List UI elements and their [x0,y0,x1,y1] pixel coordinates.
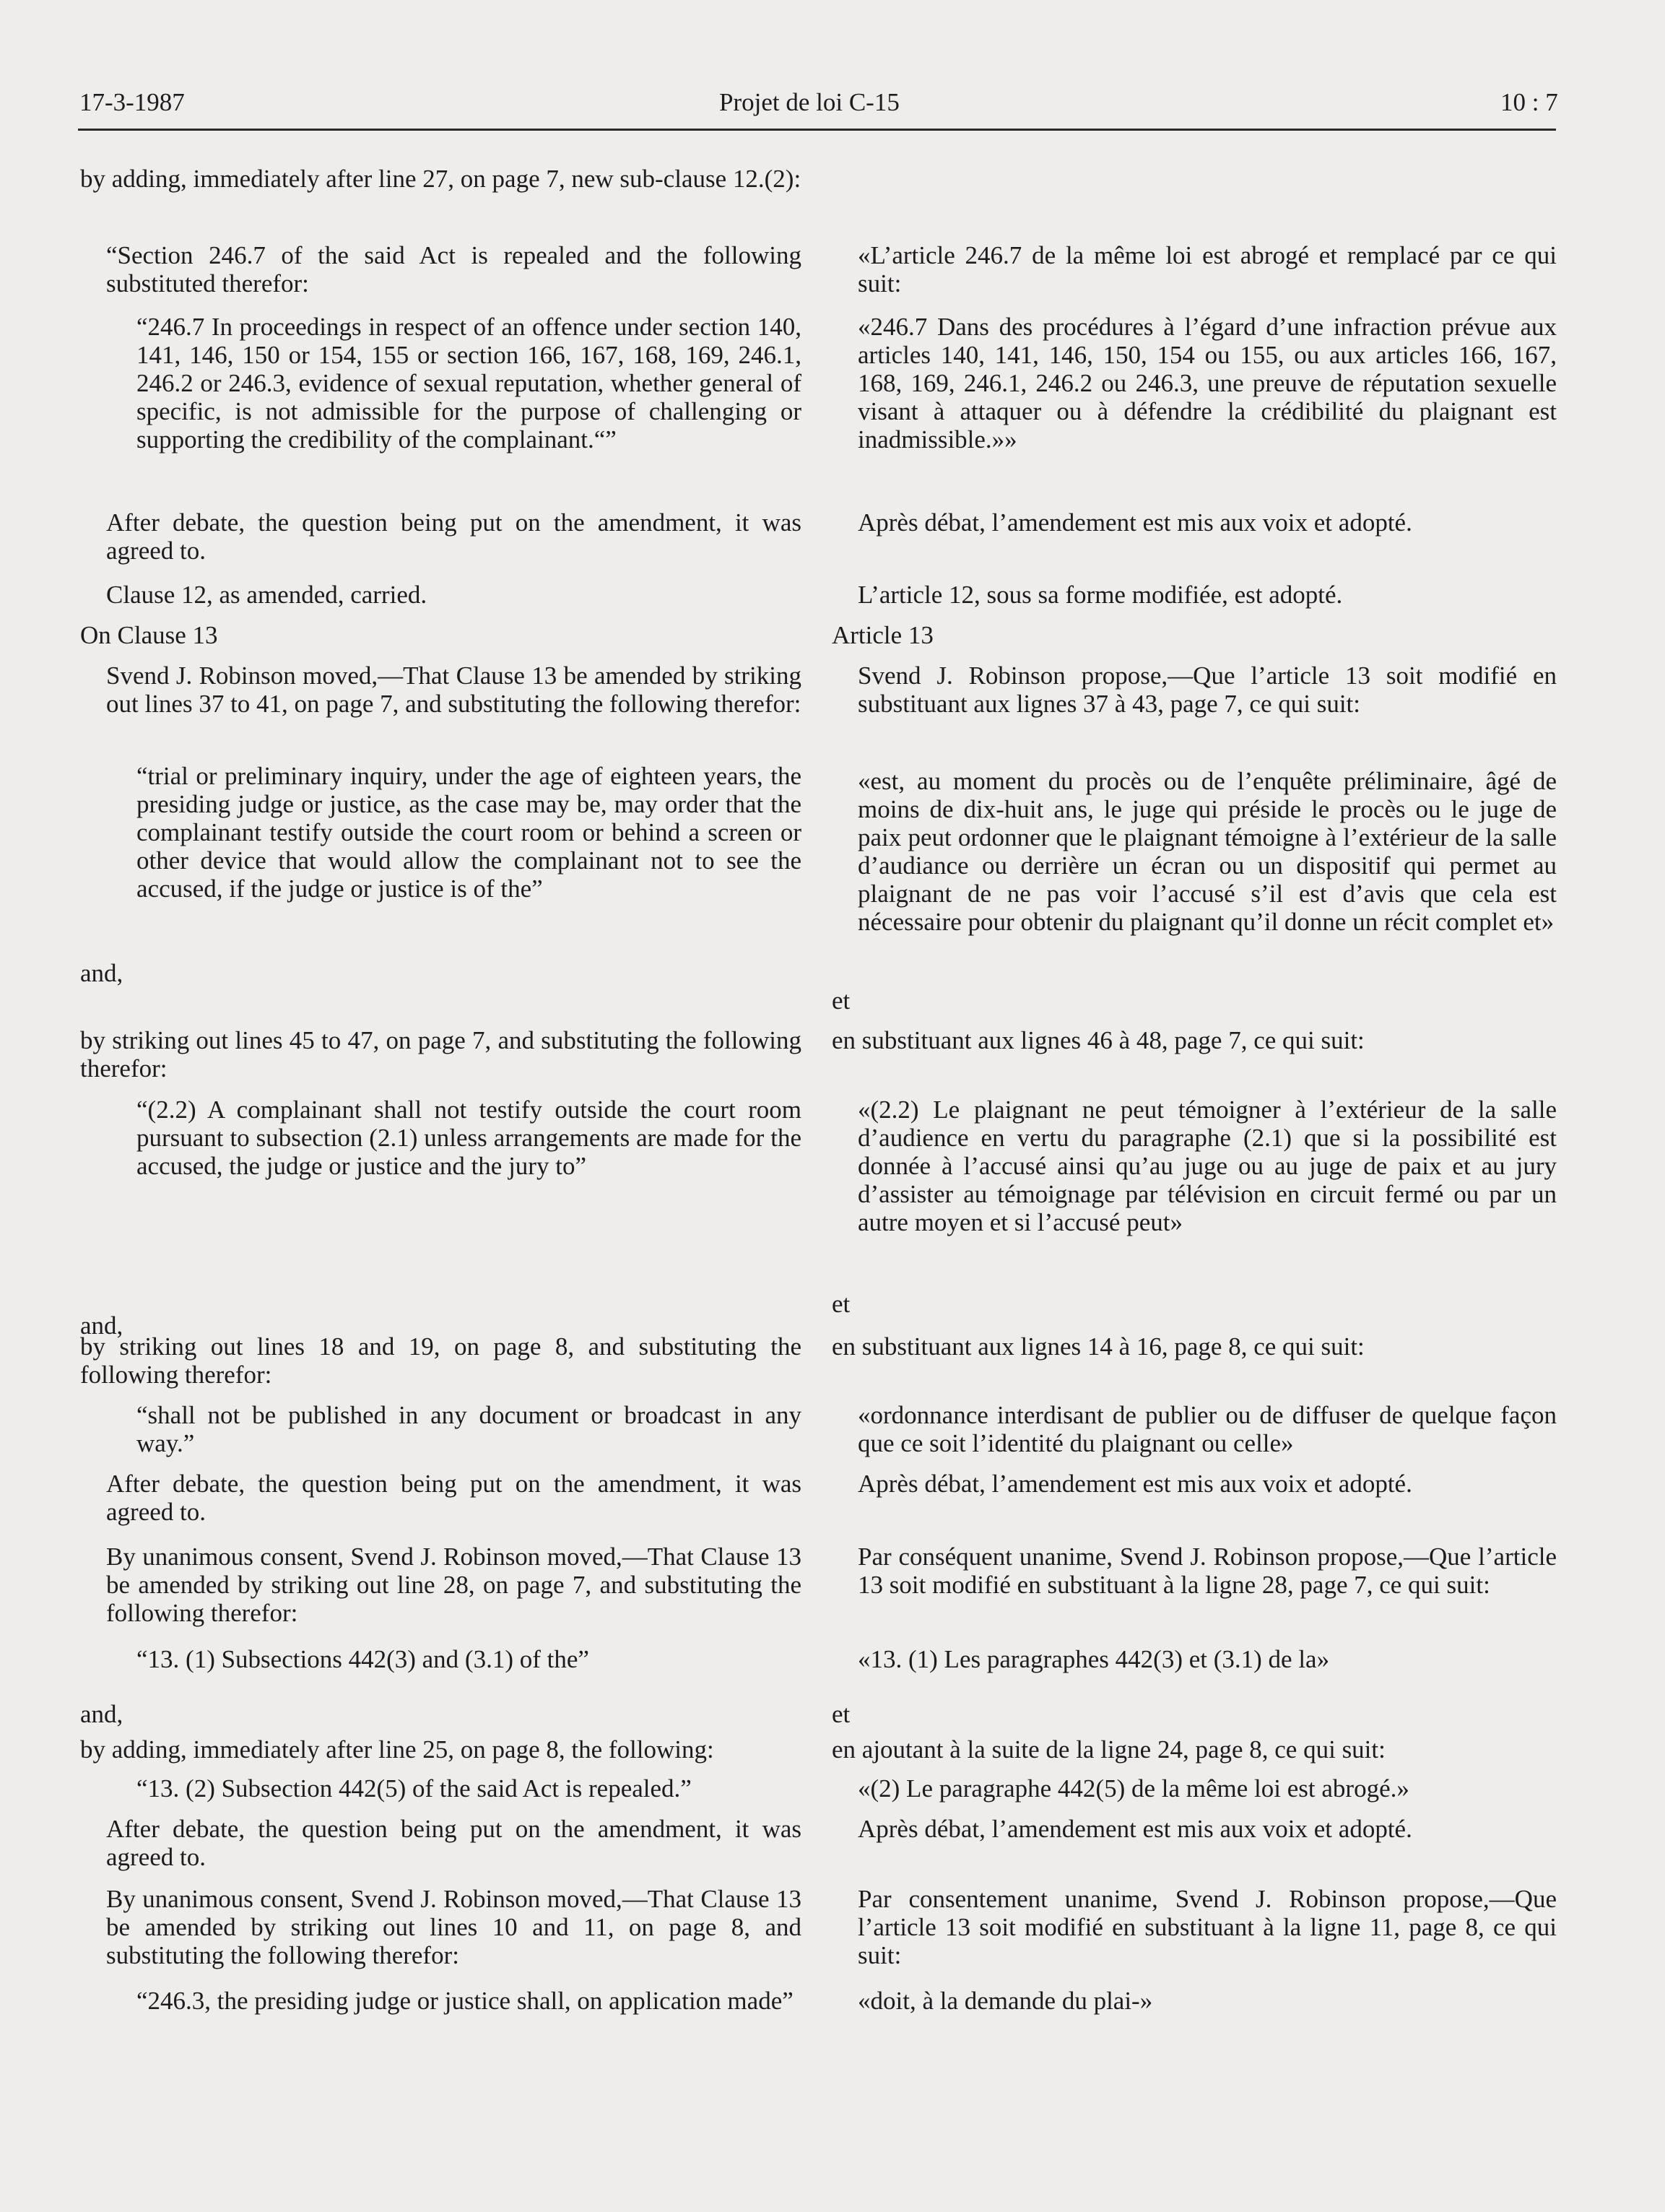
french-paragraph: Svend J. Robinson propose,—Que l’article 13 soit modifié en substituant aux lignes 37 à 43, page 7, ce qui suit: [858,662,1557,718]
english-paragraph: By unanimous consent, Svend J. Robinson moved,—That Clause 13 be amended by striking out line 28, on page 7, and substituting the following therefor: [106,1543,801,1627]
english-quote: “13. (2) Subsection 442(5) of the said Act is repealed.” [136,1774,692,1803]
header-page-number: 10 : 7 [1500,88,1558,116]
english-quote: “shall not be published in any document or broadcast in any way.” [136,1401,801,1457]
french-paragraph: Après débat, l’amendement est mis aux voix et adopté. [858,508,1412,537]
header-date: 17-3-1987 [79,88,185,116]
english-paragraph: After debate, the question being put on the amendment, it was agreed to. [106,1470,801,1526]
french-paragraph: et [832,1290,851,1318]
english-paragraph: Clause 12, as amended, carried. [106,581,427,609]
french-quote: «doit, à la demande du plai-» [858,1987,1153,2015]
french-heading: Article 13 [832,621,934,649]
french-quote: «(2) Le paragraphe 442(5) de la même loi est abrogé.» [858,1774,1409,1803]
french-quote: «est, au moment du procès ou de l’enquête préliminaire, âgé de moins de dix-huit ans, le juge qui préside le procès ou le juge de paix peut ordonner que le plaignant témoigne à l’extérieur de la salle d’audiance ou derrière un écran ou un dispositif qui permet au plaignant de ne pas voir l’accusé s’il est d’avis que cela est nécessaire pour obtenir du plaignant qu’il donne un récit complet et» [858,767,1557,936]
french-quote: «ordonnance interdisant de publier ou de diffuser de quelque façon que ce soit l’identité du plaignant ou celle» [858,1401,1557,1457]
english-heading: On Clause 13 [80,621,218,649]
english-quote: “246.7 In proceedings in respect of an offence under section 140, 141, 146, 150 or 154, 155 or section 166, 167, 168, 169, 246.1, 246.2 or 246.3, evidence of sexual reputation, whether general of specific, is not admissible for the purpose of challenging or supporting the credibility of the complainant.“” [136,313,801,454]
english-paragraph: By unanimous consent, Svend J. Robinson moved,—That Clause 13 be amended by striking out lines 10 and 11, on page 8, and substituting the following therefor: [106,1885,801,1969]
english-paragraph: and, [80,1311,123,1340]
english-paragraph: and, [80,1700,123,1728]
french-paragraph: Après débat, l’amendement est mis aux voix et adopté. [858,1815,1412,1843]
french-paragraph: Par consentement unanime, Svend J. Robinson propose,—Que l’article 13 soit modifié en substituant à la ligne 11, page 8, ce qui suit: [858,1885,1557,1969]
english-quote: “13. (1) Subsections 442(3) and (3.1) of the” [136,1645,589,1673]
english-quote: “trial or preliminary inquiry, under the age of eighteen years, the presiding judge or justice, as the case may be, may order that the complainant testify outside the court room or behind a screen or other device that would allow the complainant not to see the accused, if the judge or justice is of the” [136,762,801,903]
english-paragraph: After debate, the question being put on the amendment, it was agreed to. [106,1815,801,1871]
french-paragraph: en substituant aux lignes 46 à 48, page 7, ce qui suit: [832,1026,1365,1054]
french-paragraph: et [832,1700,851,1728]
english-paragraph: by adding, immediately after line 25, on page 8, the following: [80,1735,714,1764]
english-quote: “(2.2) A complainant shall not testify outside the court room pursuant to subsection (2.1) unless arrangements are made for the accused, the judge or justice and the jury to” [136,1096,801,1180]
french-quote: «13. (1) Les paragraphes 442(3) et (3.1) de la» [858,1645,1330,1673]
english-paragraph: After debate, the question being put on the amendment, it was agreed to. [106,508,801,565]
french-paragraph: Après débat, l’amendement est mis aux voix et adopté. [858,1470,1412,1498]
english-paragraph: by striking out lines 18 and 19, on page 8, and substituting the following therefor: [80,1332,801,1389]
english-quote: “246.3, the presiding judge or justice shall, on application made” [136,1987,794,2015]
french-quote: «(2.2) Le plaignant ne peut témoigner à l’extérieur de la salle d’audience en vertu du paragraphe (2.1) que si la possibilité est donnée à l’accusé ainsi qu’au juge ou au juge de paix et au jury d’assister au témoignage par télévision en circuit fermé ou par un autre moyen et si l’accusé peut» [858,1096,1557,1236]
english-paragraph: by adding, immediately after line 27, on page 7, new sub-clause 12.(2): [80,165,801,193]
english-paragraph: Svend J. Robinson moved,—That Clause 13 be amended by striking out lines 37 to 41, on page 7, and substituting the following therefor: [106,662,801,718]
header-title: Projet de loi C-15 [719,88,900,116]
french-paragraph: «L’article 246.7 de la même loi est abrogé et remplacé par ce qui suit: [858,241,1557,298]
french-paragraph: en ajoutant à la suite de la ligne 24, page 8, ce qui suit: [832,1735,1386,1764]
french-quote: «246.7 Dans des procédures à l’égard d’une infraction prévue aux articles 140, 141, 146, 150, 154 ou 155, ou aux articles 166, 167, 168, 169, 246.1, 246.2 ou 246.3, une preuve de réputation sexuelle visant à attaquer ou à défendre la crédibilité du plaignant est inadmissible.»» [858,313,1557,454]
french-paragraph: L’article 12, sous sa forme modifiée, est adopté. [858,581,1343,609]
french-paragraph: et [832,986,851,1015]
english-paragraph: “Section 246.7 of the said Act is repealed and the following substituted therefor: [106,241,801,298]
english-paragraph: by striking out lines 45 to 47, on page 7, and substituting the following therefor: [80,1026,801,1083]
english-paragraph: and, [80,959,123,987]
french-paragraph: Par conséquent unanime, Svend J. Robinson propose,—Que l’article 13 soit modifié en substituant à la ligne 28, page 7, ce qui suit: [858,1543,1557,1599]
header-rule [78,129,1556,131]
french-paragraph: en substituant aux lignes 14 à 16, page 8, ce qui suit: [832,1332,1365,1361]
